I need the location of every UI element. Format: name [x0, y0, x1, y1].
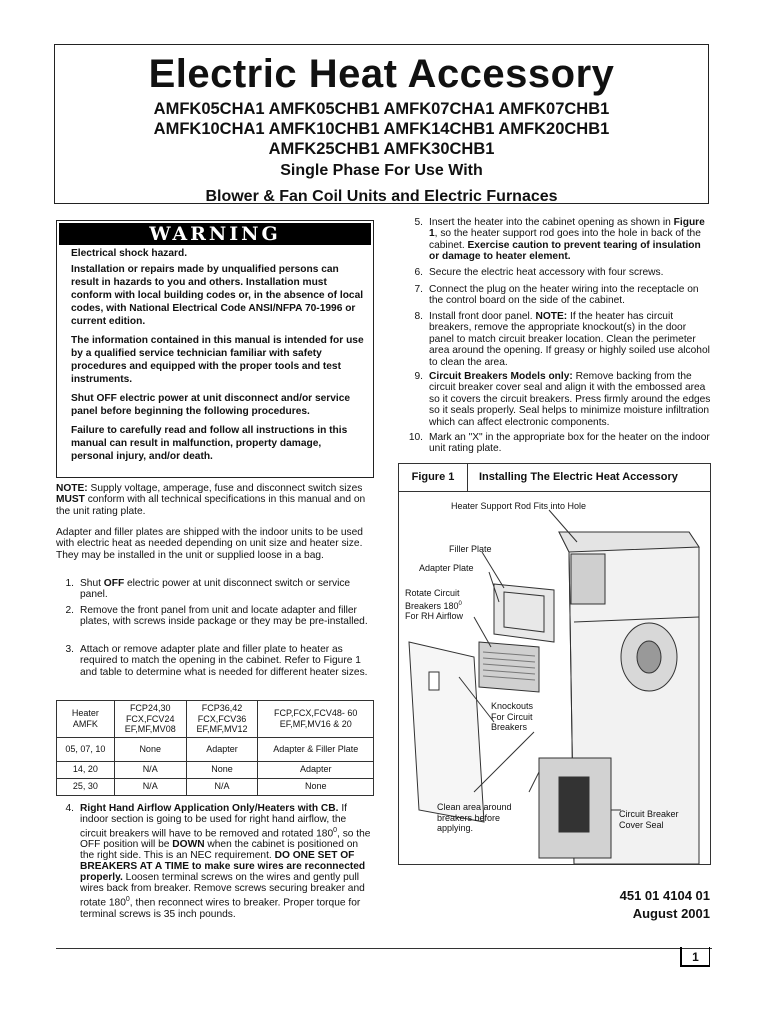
step-5: [405, 217, 713, 263]
step-text: Mark an "X" in the appropriate box for the heater on the indoor unit rating plate.: [429, 432, 710, 455]
figure-1: [398, 463, 711, 865]
step-2: [56, 605, 374, 628]
step-number: 2.: [65, 605, 74, 616]
doc-number-text: 451 01 4104 01: [619, 888, 710, 903]
step-6: [405, 267, 713, 278]
table-row: [57, 737, 374, 761]
table-header-cell: FCP24,30 FCX,FCV24 EF,MF,MV08: [114, 701, 186, 738]
step-text: Loosen terminal screws on the wires and gently pull wires back from breaker. Remove screws securing breaker and rotate 180: [80, 872, 365, 909]
model-line-2: AMFK10CHA1 AMFK10CHB1 AMFK14CHB1 AMFK20CHB1: [153, 120, 610, 138]
note-text-a: Supply voltage, amperage, fuse and disconnect switch sizes: [87, 483, 363, 494]
model-line-1: AMFK05CHA1 AMFK05CHB1 AMFK07CHA1 AMFK07CHB1: [153, 100, 610, 118]
heater-table: [56, 700, 374, 796]
step-text: Remove backing from the circuit breaker cover seal and align it with the embossed area so it covers the circuit breakers. Press firmly around the edges so it seals properly. Seal helps to minimize moisture infiltration which can affect electronic components.: [429, 371, 711, 428]
step-7: [405, 284, 713, 307]
step-number: 1.: [65, 578, 74, 589]
model-line-3: AMFK25CHB1 AMFK30CHB1: [268, 140, 495, 158]
intro-paragraph: Adapter and filler plates are shipped with the indoor units to be used with electric heat as needed depending on unit size and heater size. They may be installed in the unit or supplied loose in a bag.: [56, 527, 363, 561]
note-text-b: conform with all technical specifications in this manual and on the unit rating plate.: [56, 494, 366, 517]
table-cell: None: [186, 761, 258, 778]
note-paragraph: [56, 483, 374, 517]
step-9: [405, 371, 713, 428]
step-text: , so the OFF position will be: [80, 828, 371, 851]
step-number: 7.: [414, 284, 423, 295]
label-clean-area: Clean area around breakers before applying.: [437, 802, 512, 833]
step-number: 10.: [408, 432, 423, 443]
figure-header: [399, 464, 710, 492]
table-cell: N/A: [186, 778, 258, 795]
warning-text-1: Electrical shock hazard.: [71, 248, 188, 259]
doc-date-text: August 2001: [632, 906, 710, 921]
step-text-bold: OFF: [103, 578, 125, 589]
title-box: [54, 44, 709, 204]
table-cell: 05, 07, 10: [57, 737, 115, 761]
step-number: 9.: [414, 371, 423, 382]
note-label: NOTE:: [56, 483, 88, 494]
step-text: Shut: [80, 578, 104, 589]
table-row: [57, 778, 374, 795]
step-1: [56, 578, 374, 601]
step-text: Remove the front panel from unit and locate adapter and filler plates, with screws inside package or they may be pre-installed.: [80, 605, 368, 628]
table-cell: 25, 30: [57, 778, 115, 795]
step-text-bold: Right Hand Airflow Application Only/Heaters with CB.: [80, 803, 339, 814]
table-header-cell: FCP,FCX,FCV48- 60 EF,MF,MV16 & 20: [258, 701, 374, 738]
step-text-bold: Exercise caution to prevent tearing of insulation or damage to heater element.: [429, 239, 701, 263]
step-number: 8.: [414, 311, 423, 322]
subtitle-1: Single Phase For Use With: [280, 162, 483, 179]
note-must: MUST: [56, 494, 85, 506]
step-text: Secure the electric heat accessory with four screws.: [429, 267, 664, 278]
step-text: If the heater has circuit breakers, remove the appropriate knockout(s) in the door panel to match circuit breaker location. Clean the perimeter area around the opening. If greasy or highly soiled use alcohol to clean the area.: [429, 311, 710, 368]
step-text: , so the heater support rod goes into the hole in back of the cabinet.: [429, 228, 701, 251]
step-text: electric power at unit disconnect switch or service panel.: [80, 578, 351, 601]
warning-text-2: Installation or repairs made by unqualified persons can result in hazards to you and others. Installation must conform with local building codes or, in the absence of local codes, with National Electrical Code ANSI/NFPA 70-1996 or current edition.: [71, 264, 364, 327]
table-cell: Adapter: [186, 737, 258, 761]
label-cover-seal: Circuit Breaker Cover Seal: [619, 809, 679, 830]
step-text: Insert the heater into the cabinet opening as shown in: [429, 217, 674, 228]
step-number: 6.: [414, 267, 423, 278]
step-text-bold: Figure 1: [429, 217, 705, 240]
warning-box: [56, 220, 374, 478]
table-cell: 14, 20: [57, 761, 115, 778]
table-cell: Adapter & Filler Plate: [258, 737, 374, 761]
table-header-cell: FCP36,42 FCX,FCV36 EF,MF,MV12: [186, 701, 258, 738]
table-header-cell: Heater AMFK: [57, 701, 115, 738]
step-number: 4.: [65, 803, 74, 814]
table-cell: None: [258, 778, 374, 795]
step-text-bold: DO ONE SET OF BREAKERS AT A TIME to make sure wires are reconnected properly.: [80, 850, 366, 884]
heater-element-shape: [479, 642, 539, 692]
label-adapter-plate: Adapter Plate: [419, 563, 474, 573]
step-4: [56, 803, 374, 920]
table-row: [57, 761, 374, 778]
step-number: 3.: [65, 644, 74, 655]
figure-number: Figure 1: [399, 464, 468, 491]
warning-text-5: Failure to carefully read and follow all instructions in this manual can result in malfunction, property damage, personal injury, and/or death.: [71, 425, 348, 462]
document-number: [560, 887, 710, 923]
control-board-shape: [571, 554, 605, 604]
table-cell: N/A: [114, 778, 186, 795]
label-rotate-breakers: Rotate Circuit Breakers $180^0$ For RH Airflow: [405, 588, 464, 621]
table-cell: N/A: [114, 761, 186, 778]
superscript: 0: [333, 827, 338, 834]
step-text: Attach or remove adapter plate and filler plate to heater as required to match the opening in the cabinet. Refer to Figure 1 and table to determine what is needed for different heater sizes.: [80, 644, 368, 678]
step-text: Install front door panel.: [429, 311, 536, 322]
step-text-bold: DOWN: [172, 839, 205, 851]
table-cell: Adapter: [258, 761, 374, 778]
warning-header: WARNING: [59, 223, 371, 245]
figure-title: Installing The Electric Heat Accessory: [479, 471, 678, 483]
subtitle-2: Blower & Fan Coil Units and Electric Furnaces: [205, 188, 558, 205]
table-header-row: [57, 701, 374, 738]
step-8: [405, 311, 713, 368]
step-number: 5.: [414, 217, 423, 228]
label-filler-plate: Filler Plate: [449, 544, 492, 554]
step-text: when the cabinet is positioned on the right side. This is an NEC requirement.: [80, 839, 359, 862]
warning-text-3: The information contained in this manual is intended for use by a qualified service technician familiar with safety procedures and equipped with the proper tools and test instruments.: [71, 335, 364, 385]
page-number: 1: [680, 947, 710, 967]
step-text-bold: Circuit Breakers Models only:: [429, 371, 573, 382]
step-text: Connect the plug on the heater wiring into the receptacle on the control board on the side of the cabinet.: [429, 284, 699, 307]
step-3: [56, 644, 374, 678]
step-text-bold: NOTE:: [535, 311, 568, 322]
warning-text-4: Shut OFF electric power at unit disconnect and/or service panel before beginning the following procedures.: [71, 393, 351, 417]
label-support-rod: Heater Support Rod Fits into Hole: [451, 501, 587, 511]
label-knockouts: Knockouts For Circuit Breakers: [491, 701, 534, 732]
step-text: , then reconnect wires to breaker. Proper torque for terminal screws is 35 inch pounds.: [80, 897, 361, 920]
table-cell: None: [114, 737, 186, 761]
footer-rule: [56, 948, 712, 949]
superscript: 0: [125, 896, 130, 904]
filler-plate-shape: [494, 584, 554, 642]
step-10: [405, 432, 713, 455]
door-panel-shape: [409, 642, 484, 822]
page-title: Electric Heat Accessory: [148, 52, 615, 96]
step-text: If indoor section is going to be used for right hand airflow, the circuit breakers will have to be removed and rotated 180: [80, 803, 347, 840]
